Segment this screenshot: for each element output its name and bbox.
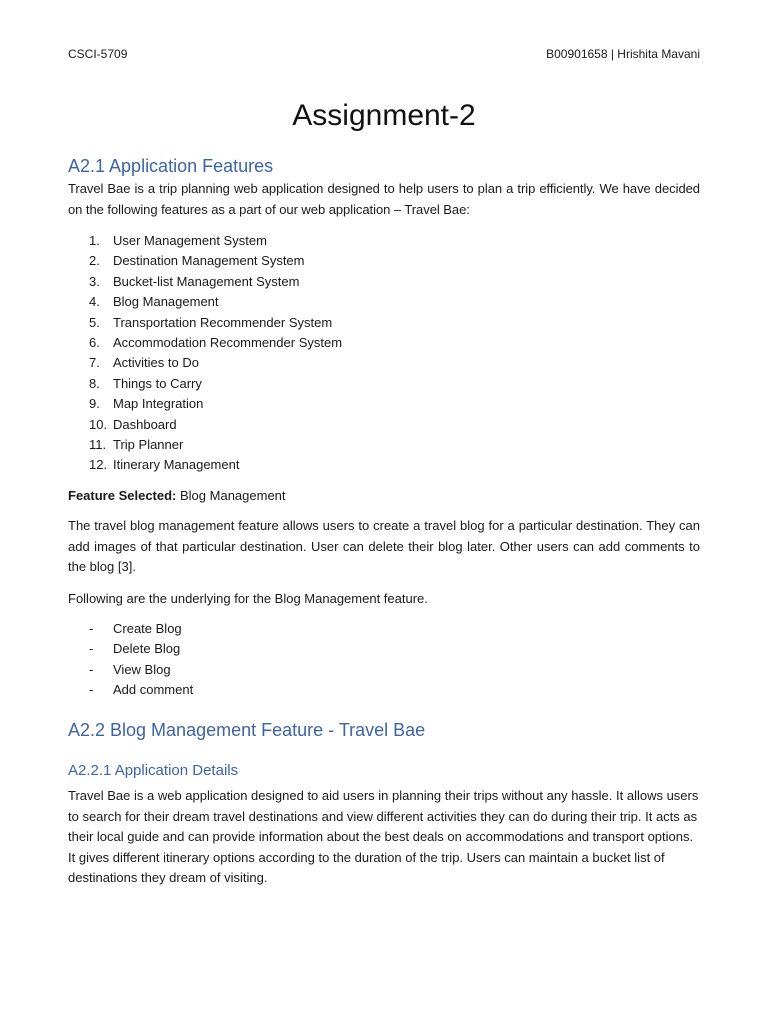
application-details-paragraph: Travel Bae is a web application designed to aid users in planning their trips without any hassle. It allows users to search for their dream travel destinations and view different activities they can do during their trip. It acts as their local guide and can provide information about the best deals on accommodations and transport options. It gives different itinerary options according to the duration of the trip. Users can maintain a bucket list of destinations they dream of visiting. [68, 788, 699, 886]
list-item [68, 251, 700, 271]
list-item-label: Itinerary Management [113, 457, 240, 473]
list-number: 9. [89, 396, 100, 412]
list-item [68, 292, 700, 312]
list-number: 1. [89, 233, 100, 248]
list-item [68, 231, 700, 251]
list-item-label: Blog Management [113, 294, 219, 310]
list-item-label: Accommodation Recommender System [113, 334, 343, 350]
list-dash: - [89, 682, 94, 698]
feature-selected-label: Feature Selected: [68, 488, 177, 503]
list-item-label: Delete Blog [113, 641, 181, 657]
list-item-label: Trip Planner [113, 436, 184, 452]
document-page [68, 0, 700, 1024]
list-item [68, 333, 700, 353]
list-item [68, 639, 700, 659]
course-code: CSCI-5709 [68, 47, 128, 61]
list-number: 2. [89, 253, 100, 269]
student-info: B00901658 | Hrishita Mavani [546, 47, 700, 61]
list-item [68, 455, 700, 475]
list-item [68, 619, 700, 639]
list-item-label: Transportation Recommender System [113, 314, 333, 330]
list-number: 12. [89, 457, 108, 473]
list-dash: - [89, 641, 94, 657]
list-item-label: Things to Carry [113, 375, 202, 391]
feature-selected-value: Blog Management [180, 488, 286, 503]
feature-selected-line [68, 486, 700, 507]
list-item-label: Map Integration [113, 396, 204, 412]
feature-description-paragraph: The travel blog management feature allows users to create a travel blog for a particular destination. They can add images of that particular destination. User can delete their blog later. Other users can add comments to the blog [3]. [68, 518, 700, 575]
list-number: 11. [89, 436, 107, 452]
list-number: 5. [89, 314, 100, 330]
list-number: 6. [89, 334, 100, 350]
page-header [68, 47, 700, 61]
underlying-intro-paragraph: Following are the underlying for the Blog Management feature. [68, 591, 428, 606]
list-dash: - [89, 621, 94, 636]
subfeatures-list [68, 619, 700, 701]
list-item [68, 680, 700, 700]
list-item-label: Add comment [113, 682, 194, 698]
features-intro-paragraph: Travel Bae is a trip planning web application designed to help users to plan a trip efficiently. We have decided on the following features as a part of our web application – Travel Bae: [68, 181, 700, 217]
list-item-label: Dashboard [113, 416, 177, 432]
list-item [68, 394, 700, 414]
document-title: Assignment-2 [292, 99, 476, 132]
subsection-heading-application-details: A2.2.1 Application Details [68, 762, 239, 779]
list-item-label: Activities to Do [113, 355, 199, 371]
list-number: 10. [89, 416, 108, 432]
list-item-label: Bucket-list Management System [113, 273, 300, 289]
list-item [68, 660, 700, 680]
section-heading-features: A2.1 Application Features [68, 156, 274, 176]
list-number: 7. [89, 355, 100, 371]
features-list [68, 231, 700, 476]
list-number: 3. [89, 273, 100, 289]
list-item [68, 435, 700, 455]
list-number: 8. [89, 375, 100, 391]
list-item-label: Create Blog [113, 621, 182, 636]
list-item [68, 313, 700, 333]
list-item-label: Destination Management System [113, 253, 305, 269]
list-number: 4. [89, 294, 100, 310]
list-item [68, 415, 700, 435]
list-item-label: User Management System [113, 233, 267, 248]
list-item [68, 353, 700, 373]
section-heading-blog-management: A2.2 Blog Management Feature - Travel Bae [68, 720, 426, 740]
list-item [68, 374, 700, 394]
list-item-label: View Blog [113, 661, 171, 677]
list-dash: - [89, 661, 94, 677]
list-item [68, 272, 700, 292]
